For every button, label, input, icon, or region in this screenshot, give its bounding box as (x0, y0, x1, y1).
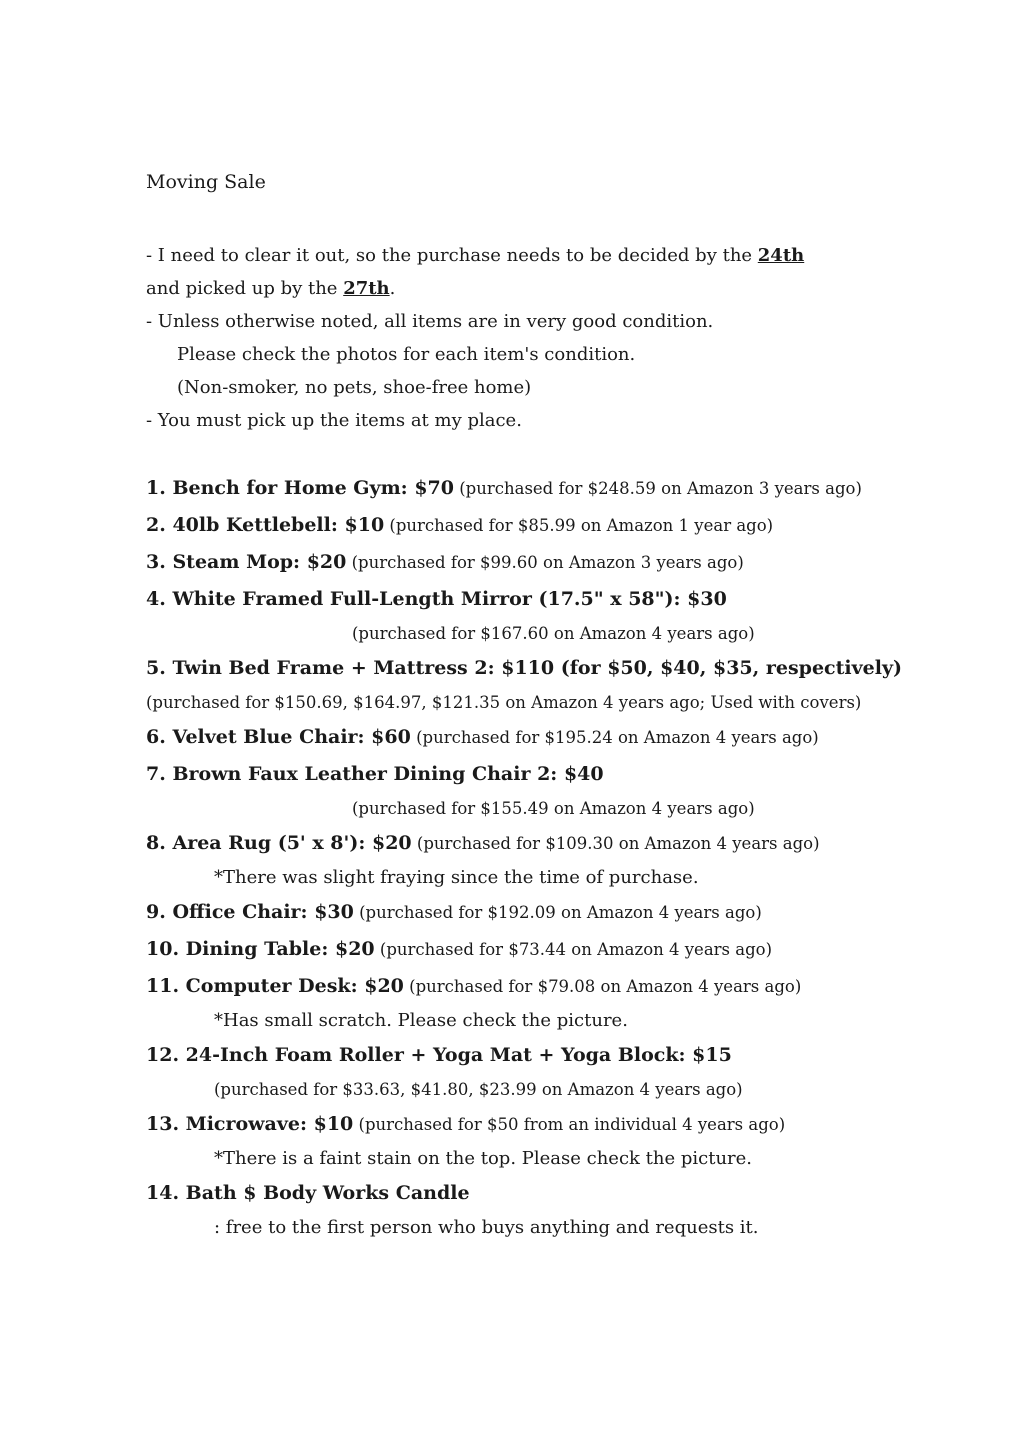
list-item (146, 1175, 906, 1212)
item-purchase-info: (purchased for $192.09 on Amazon 4 years ago) (353, 903, 762, 922)
item-name: 12. 24-Inch Foam Roller + Yoga Mat + Yoga Block: (146, 1044, 693, 1066)
item-name: 6. Velvet Blue Chair: (146, 726, 372, 748)
list-item (146, 1037, 906, 1074)
item-purchase-info: (purchased for $167.60 on Amazon 4 years ago) (352, 624, 755, 643)
item-name: 3. Steam Mop: (146, 551, 307, 573)
item-purchase-info: (purchased for $195.24 on Amazon 4 years ago) (410, 728, 819, 747)
item-purchase-info: (purchased for $33.63, $41.80, $23.99 on Amazon 4 years ago) (214, 1080, 743, 1099)
decision-date: 24th (757, 245, 805, 266)
list-item (146, 470, 906, 507)
page-title: Moving Sale (146, 171, 266, 193)
item-price: $20 (371, 832, 412, 854)
intro-text: and picked up by the (146, 278, 344, 299)
list-item (146, 825, 906, 862)
item-note: : free to the first person who buys anything and requests it. (214, 1217, 759, 1238)
intro-notes (146, 239, 906, 437)
list-item (146, 544, 906, 581)
intro-text: . (389, 278, 396, 299)
item-purchase-info: (purchased for $50 from an individual 4 years ago) (353, 1115, 786, 1134)
intro-line-2 (146, 272, 906, 305)
list-item (146, 719, 906, 756)
item-purchase-info: (purchased for $79.08 on Amazon 4 years ago) (403, 977, 802, 996)
intro-line-4: Please check the photos for each item's condition. (177, 344, 636, 365)
item-purchase-info: (purchased for $155.49 on Amazon 4 years ago) (352, 799, 755, 818)
item-note: *Has small scratch. Please check the picture. (214, 1010, 628, 1031)
intro-line-3: - Unless otherwise noted, all items are in very good condition. (146, 311, 714, 332)
list-item (146, 650, 906, 687)
item-price: $15 (692, 1044, 732, 1066)
item-price: $20 (306, 551, 347, 573)
item-purchase-info: (purchased for $85.99 on Amazon 1 year ago) (384, 516, 774, 535)
list-item (146, 756, 906, 793)
item-note: *There is a faint stain on the top. Please check the picture. (214, 1148, 753, 1169)
item-price: $40 (563, 763, 604, 785)
item-price-breakdown: (for $50, $40, $35, respectively) (554, 657, 902, 679)
list-item (146, 1106, 906, 1143)
intro-line-1 (146, 239, 906, 272)
item-price: $30 (314, 901, 354, 923)
item-name: 2. 40lb Kettlebell: (146, 514, 345, 536)
item-price: $10 (344, 514, 385, 536)
item-purchase-info: (purchased for $150.69, $164.97, $121.35 on Amazon 4 years ago; Used with covers) (146, 693, 862, 712)
item-purchase-info: (purchased for $109.30 on Amazon 4 years ago) (411, 834, 820, 853)
item-price: $110 (501, 657, 555, 679)
intro-text: - I need to clear it out, so the purchase needs to be decided by the (146, 245, 758, 266)
item-name: 8. Area Rug (5' x 8'): (146, 832, 372, 854)
item-name: 11. Computer Desk: (146, 975, 365, 997)
item-purchase-info: (purchased for $248.59 on Amazon 3 years ago) (453, 479, 862, 498)
item-name: 5. Twin Bed Frame + Mattress 2: (146, 657, 502, 679)
list-item (146, 968, 906, 1005)
item-price: $10 (313, 1113, 354, 1135)
item-purchase-info: (purchased for $99.60 on Amazon 3 years ago) (346, 553, 744, 572)
item-price: $20 (364, 975, 404, 997)
item-note: *There was slight fraying since the time of purchase. (214, 867, 699, 888)
list-item (146, 581, 906, 618)
list-item (146, 894, 906, 931)
item-price: $20 (334, 938, 375, 960)
item-name: 10. Dining Table: (146, 938, 335, 960)
list-item (146, 931, 906, 968)
item-price: $30 (687, 588, 727, 610)
item-name: 13. Microwave: (146, 1113, 314, 1135)
document-page (146, 168, 906, 1244)
pickup-date: 27th (343, 278, 390, 299)
item-price: $60 (371, 726, 411, 748)
item-name: 9. Office Chair: (146, 901, 315, 923)
item-name: 7. Brown Faux Leather Dining Chair 2: (146, 763, 564, 785)
intro-line-6: - You must pick up the items at my place. (146, 410, 522, 431)
item-list (146, 470, 906, 1244)
item-name: 14. Bath $ Body Works Candle (146, 1182, 470, 1204)
list-item (146, 507, 906, 544)
item-purchase-info: (purchased for $73.44 on Amazon 4 years ago) (374, 940, 773, 959)
item-name: 1. Bench for Home Gym: (146, 477, 415, 499)
item-price: $70 (414, 477, 454, 499)
intro-line-5: (Non-smoker, no pets, shoe-free home) (177, 377, 532, 398)
item-name: 4. White Framed Full-Length Mirror (17.5" x 58"): (146, 588, 688, 610)
